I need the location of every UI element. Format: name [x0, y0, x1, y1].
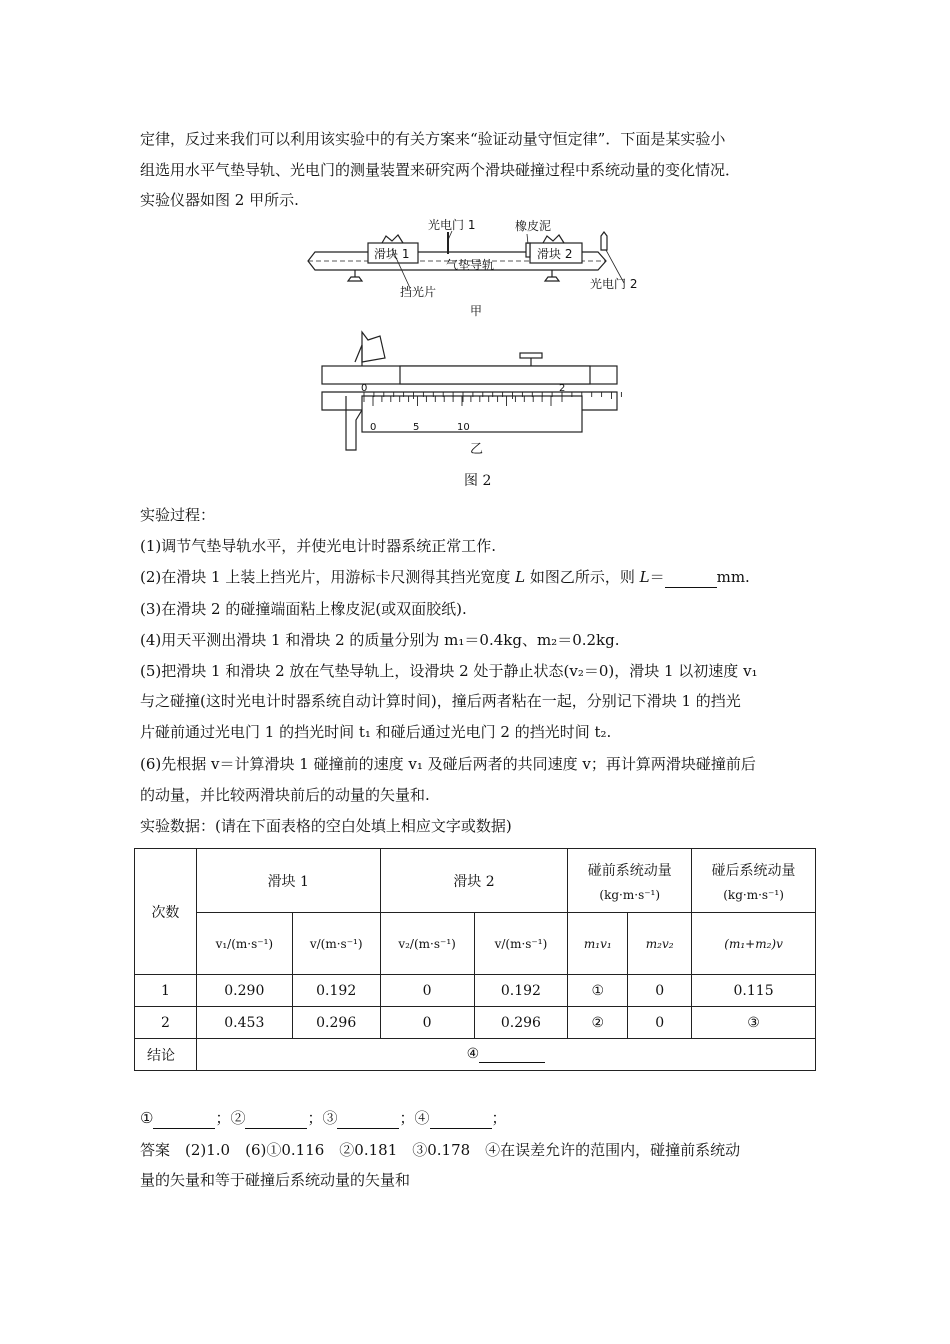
answer-line-1: 答案 (2)1.0 (6)①0.116 ②0.181 ③0.178 ④在误差允许的范围内，碰撞前系统动 — [140, 1141, 741, 1159]
intro-line-1: 定律，反过来我们可以利用该实验中的有关方案来“验证动量守恒定律”．下面是某实验小 — [140, 130, 726, 148]
answer-blank-1[interactable] — [153, 1108, 215, 1129]
table-row — [135, 975, 816, 1007]
process-title: 实验过程： — [140, 506, 216, 524]
label-shade: 挡光片 — [400, 285, 437, 299]
label-track: 气垫导轨 — [446, 258, 495, 272]
header-slider-1: 滑块 1 — [196, 849, 380, 913]
label-gate-1: 光电门 1 — [428, 218, 476, 232]
table-row — [135, 1007, 816, 1039]
conclusion-label: 结论 — [135, 1039, 197, 1071]
table-cell: 0.453 — [196, 1007, 292, 1039]
step-2-equals: ＝ — [649, 568, 665, 586]
header-before-title: 碰前系统动量 — [587, 862, 672, 879]
figure-vernier-caliper — [0, 0, 950, 470]
data-title: 实验数据：(请在下面表格的空白处填上相应文字或数据) — [140, 817, 512, 835]
intro-line-3: 实验仪器如图 2 甲所示. — [140, 191, 299, 209]
table-cell[interactable]: ① — [568, 975, 628, 1007]
step-2-var-l: L — [515, 568, 526, 586]
blank-label-3: ；③ — [307, 1109, 338, 1127]
process-step-6-line-2: 的动量，并比较两滑块前后的动量的矢量和. — [140, 786, 430, 804]
header-before-unit: (kg·m·s⁻¹) — [599, 887, 661, 902]
table-cell: 0.115 — [692, 975, 816, 1007]
subheader-v-slider1: v/(m·s⁻¹) — [292, 913, 380, 975]
process-step-1: (1)调节气垫导轨水平，并使光电计时器系统正常工作. — [140, 537, 497, 555]
table-cell: 0.290 — [196, 975, 292, 1007]
vernier-scale-plate — [362, 396, 582, 432]
process-step-6-line-1: (6)先根据 v＝计算滑块 1 碰撞前的速度 v₁ 及碰后两者的共同速度 v；再计算两滑块碰撞前后 — [140, 755, 756, 773]
answer-blank-4[interactable] — [430, 1108, 492, 1129]
step-2-text-b: 如图乙所示，则 — [525, 568, 640, 586]
subheader-m1v1: m₁v₁ — [568, 913, 628, 975]
intro-line-2: 组选用水平气垫导轨、光电门的测量装置来研究两个滑块碰撞过程中系统动量的变化情况． — [140, 161, 741, 179]
label-gate-2: 光电门 2 — [590, 277, 638, 291]
table-cell: 0 — [380, 975, 474, 1007]
process-step-5-line-3: 片碰前通过光电门 1 的挡光时间 t₁ 和碰后通过光电门 2 的挡光时间 t₂. — [140, 723, 612, 741]
caption-yi: 乙 — [470, 442, 484, 457]
conclusion-cell[interactable] — [196, 1039, 815, 1071]
process-step-4: (4)用天平测出滑块 1 和滑块 2 的质量分别为 m₁＝0.4kg、m₂＝0.2kg. — [140, 631, 620, 649]
caption-jia: 甲 — [470, 304, 483, 318]
subheader-m2v2: m₂v₂ — [628, 913, 692, 975]
table-cell: 1 — [135, 975, 197, 1007]
process-step-3: (3)在滑块 2 的碰撞端面粘上橡皮泥(或双面胶纸). — [140, 600, 467, 618]
answer-blank-2[interactable] — [245, 1108, 307, 1129]
conclusion-marker: ④ — [466, 1046, 480, 1062]
table-cell: 0 — [380, 1007, 474, 1039]
caliper-lower-jaw — [346, 396, 362, 450]
label-slider-2: 滑块 2 — [537, 247, 573, 261]
conclusion-row — [135, 1039, 816, 1071]
blank-label-2: ；② — [215, 1109, 246, 1127]
vernier-label-0: 0 — [370, 422, 377, 433]
conclusion-blank[interactable] — [479, 1046, 545, 1063]
header-momentum-before — [568, 849, 692, 913]
table-cell: 0.192 — [474, 975, 568, 1007]
subheader-total-mv: (m₁+m₂)v — [692, 913, 816, 975]
table-cell: 0 — [628, 1007, 692, 1039]
label-slider-1: 滑块 1 — [374, 247, 410, 261]
blank-end: ； — [491, 1109, 507, 1127]
process-step-5-line-1: (5)把滑块 1 和滑块 2 放在气垫导轨上，设滑块 2 处于静止状态(v₂＝0)，滑块 1 以初速度 v₁ — [140, 662, 758, 680]
subheader-v2: v₂/(m·s⁻¹) — [380, 913, 474, 975]
table-cell: 0 — [628, 975, 692, 1007]
answer-blank-3[interactable] — [337, 1108, 399, 1129]
step-2-unit: mm. — [716, 568, 750, 586]
step-2-var-l2: L — [639, 568, 650, 586]
process-step-2 — [140, 567, 820, 588]
header-after-unit: (kg·m·s⁻¹) — [723, 887, 784, 902]
experiment-data-table — [134, 848, 816, 1071]
subheader-v-slider2: v/(m·s⁻¹) — [474, 913, 568, 975]
label-putty: 橡皮泥 — [515, 219, 552, 233]
answer-line-2: 量的矢量和等于碰撞后系统动量的矢量和 — [140, 1171, 411, 1189]
table-cell[interactable]: ③ — [692, 1007, 816, 1039]
blank-label-4: ；④ — [399, 1109, 430, 1127]
header-momentum-after — [692, 849, 816, 913]
table-cell: 2 — [135, 1007, 197, 1039]
table-cell[interactable]: ② — [568, 1007, 628, 1039]
blank-label-1: ① — [140, 1109, 154, 1127]
process-step-5-line-2: 与之碰撞(这时光电计时器系统自动计算时间)，撞后两者粘在一起，分别记下滑块 1 的挡光 — [140, 692, 741, 710]
caliper-upper-jaw — [362, 332, 385, 362]
answer-blank-l[interactable] — [665, 567, 717, 588]
main-scale-label-0: 0 — [361, 383, 368, 394]
table-cell: 0.192 — [292, 975, 380, 1007]
header-slider-2: 滑块 2 — [380, 849, 568, 913]
header-times: 次数 — [135, 849, 197, 975]
figure-caption: 图 2 — [464, 473, 492, 489]
main-scale-label-2: 2 — [559, 383, 566, 394]
table-cell: 0.296 — [292, 1007, 380, 1039]
vernier-label-10: 10 — [457, 422, 470, 433]
subheader-v1: v₁/(m·s⁻¹) — [196, 913, 292, 975]
header-after-title: 碰后系统动量 — [711, 862, 796, 879]
answer-blanks-line — [140, 1108, 820, 1129]
vernier-label-5: 5 — [413, 422, 420, 433]
step-2-text-a: (2)在滑块 1 上装上挡光片，用游标卡尺测得其挡光宽度 — [140, 568, 516, 586]
table-cell: 0.296 — [474, 1007, 568, 1039]
